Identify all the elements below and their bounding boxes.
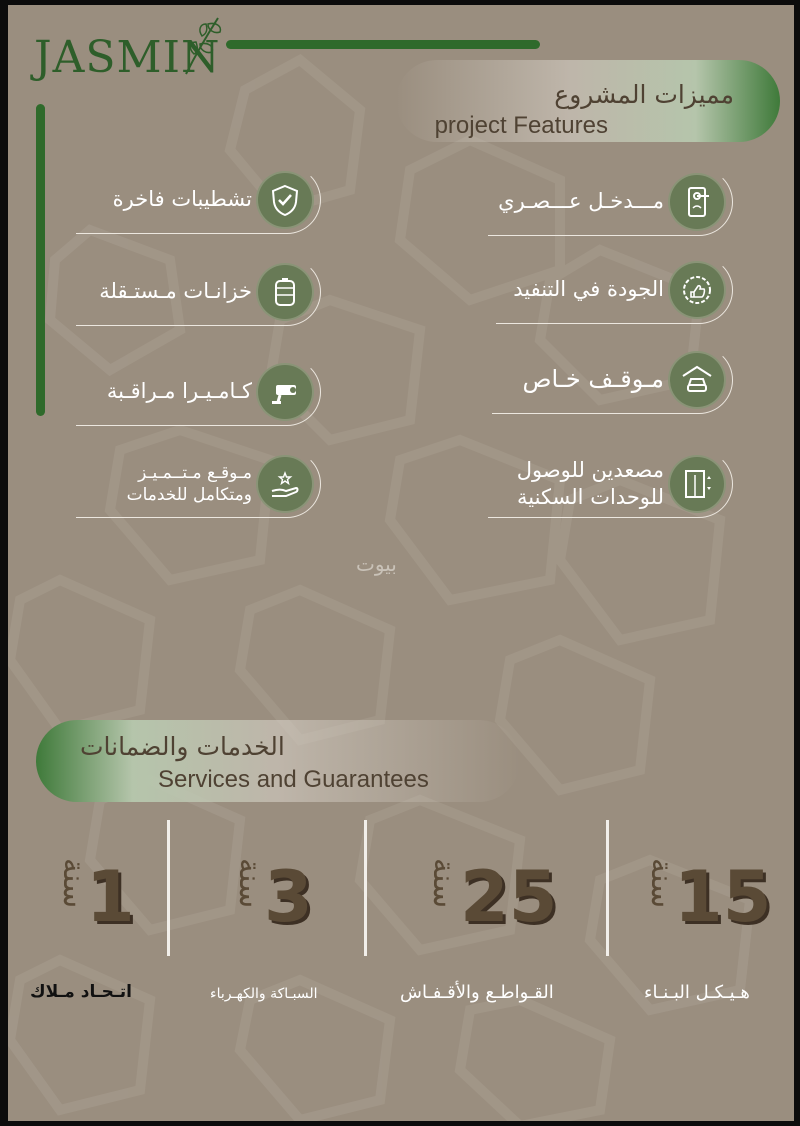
feature-label-line2: ومتكامل للخدمات (126, 485, 252, 505)
feature-label: تشطيبات فاخرة (112, 187, 252, 212)
feature-label-line1: مصعدين للوصول (516, 457, 664, 482)
stat-unit: سنة (644, 858, 679, 909)
feature-label-two-line (517, 451, 664, 517)
column-divider (364, 820, 367, 956)
feature-label-line2: للوحدات السكنية (517, 485, 664, 509)
services-title-ar: الخدمات والضمانات (80, 732, 285, 761)
stat-label: اتـحـاد مـلاك (30, 982, 132, 1002)
stat-number: 15 (674, 856, 772, 938)
garage-car-icon (670, 353, 724, 407)
features-title-ar: مميزات المشروع (554, 80, 734, 109)
feature-luxury-finishes (76, 166, 321, 234)
stat-unit: سنة (56, 858, 91, 909)
side-accent-bar (36, 104, 45, 416)
stat-number: 3 (264, 856, 313, 938)
feature-prime-location (76, 450, 321, 518)
feature-label: الجودة في التنفيد (513, 277, 664, 302)
services-title-en: Services and Guarantees (158, 766, 429, 793)
stat-number: 1 (86, 856, 135, 938)
leaf-branch-icon (178, 14, 226, 78)
feature-private-parking (492, 346, 733, 414)
water-tank-icon (258, 265, 312, 319)
quality-badge-icon (670, 263, 724, 317)
stat-unit: سنة (426, 858, 461, 909)
top-accent-bar (226, 40, 540, 49)
stat-unit: سنة (232, 858, 267, 909)
feature-label-line1: مـوقـع مـتــمـيـز (138, 462, 252, 483)
services-banner (36, 720, 520, 802)
stat-number: 25 (460, 856, 558, 938)
column-divider (167, 820, 170, 956)
frame-top-edge (0, 0, 800, 5)
feature-elevators (488, 450, 733, 518)
frame-right-edge (794, 0, 800, 1126)
feature-independent-tanks (76, 258, 321, 326)
stat-label: هـيـكـل البـنـاء (644, 982, 750, 1003)
elevator-icon (670, 457, 724, 511)
frame-bottom-edge (0, 1121, 800, 1126)
feature-modern-entrance (488, 168, 733, 236)
feature-label: كـامـيـرا مـراقـبة (106, 379, 252, 404)
feature-label-two-line (127, 451, 252, 517)
feature-label: مـوقـف خـاص (522, 365, 664, 394)
stat-label: السبـاكة والكهـرباء (210, 986, 318, 1002)
service-hand-icon (258, 457, 312, 511)
features-banner (396, 60, 780, 142)
frame-left-edge (0, 0, 8, 1126)
stat-label: القـواطـع والأقـفـاش (400, 982, 554, 1003)
features-title-en: project Features (434, 112, 608, 139)
brand-logo: JASMIN (34, 32, 221, 83)
feature-label: خزانـات مـستـقلة (99, 279, 252, 304)
feature-surveillance-cameras (76, 358, 321, 426)
shield-check-icon (258, 173, 312, 227)
feature-quality-execution (496, 256, 733, 324)
smart-lock-icon (670, 175, 724, 229)
column-divider (606, 820, 609, 956)
watermark-text: بيوت (356, 552, 397, 576)
security-camera-icon (258, 365, 312, 419)
feature-label: مـــدخـل عـــصـري (498, 189, 664, 214)
